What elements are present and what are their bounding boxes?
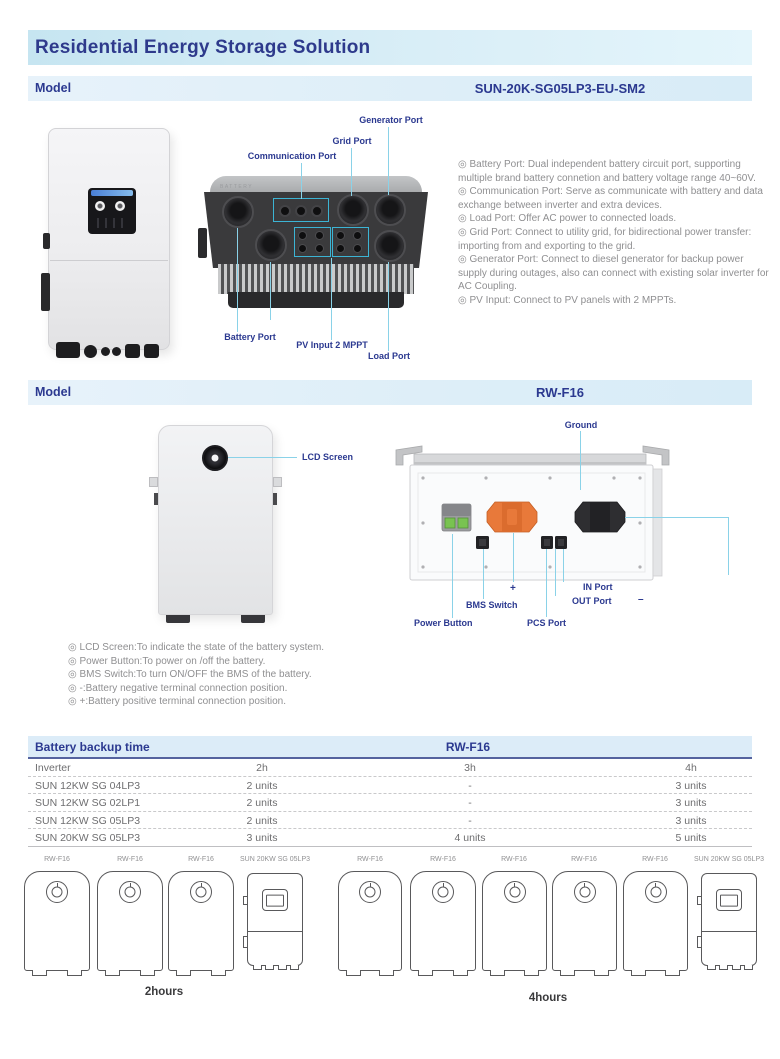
grid-port bbox=[337, 194, 369, 226]
pv-terminal bbox=[298, 244, 307, 253]
battery-outline bbox=[338, 871, 402, 971]
pv-input-label: PV Input 2 MPPT bbox=[296, 340, 368, 350]
table-row bbox=[28, 759, 752, 777]
leader-line bbox=[580, 431, 581, 490]
battery-button-icon bbox=[190, 881, 212, 903]
heatsink-fins bbox=[218, 264, 414, 294]
in-out-port-inner bbox=[558, 539, 564, 546]
inverter-bottom-connector bbox=[125, 344, 140, 358]
cell-2h: 2 units bbox=[246, 814, 278, 827]
diagram-unit-label: RW-F16 bbox=[501, 856, 527, 863]
diagram-caption-4h: 4hours bbox=[528, 992, 568, 1004]
description-item: ◎ Load Port: Offer AC power to connected loads. bbox=[458, 213, 677, 225]
pv-terminal bbox=[315, 231, 324, 240]
lcd-screen-label: LCD Screen bbox=[302, 452, 354, 462]
page-title-bar bbox=[28, 30, 752, 65]
battery-rear-view bbox=[390, 443, 762, 583]
inverter-outline-divider bbox=[248, 931, 302, 932]
cell-2h: 2 units bbox=[246, 797, 278, 810]
pv-terminal bbox=[353, 231, 362, 240]
leader-line bbox=[388, 262, 389, 351]
negative-terminal bbox=[575, 502, 625, 532]
inverter-outline-tab bbox=[697, 936, 702, 948]
diagram-unit-label: RW-F16 bbox=[188, 856, 214, 863]
cell-3h: 3h bbox=[464, 762, 476, 774]
leader-line bbox=[237, 228, 238, 332]
model-label: Model bbox=[35, 385, 72, 399]
cell-3h: - bbox=[468, 797, 472, 810]
comm-port bbox=[311, 205, 323, 217]
leader-line bbox=[452, 534, 453, 618]
description-item: ◎ Generator Port: Connect to diesel generator for backup power supply during outages, also can connect with existing solar inverter for AC Coupling. bbox=[458, 254, 769, 293]
battery-outline-foot bbox=[140, 970, 155, 976]
battery-button-icon bbox=[359, 881, 381, 903]
battery-outline bbox=[410, 871, 476, 971]
cell-inverter: SUN 12KW SG 05LP3 bbox=[35, 814, 141, 827]
mounting-wing bbox=[198, 228, 207, 258]
description-item: ◎ Grid Port: Connect to utility grid, for bidirectional power transfer: importing from and exporting to the grid. bbox=[458, 226, 752, 252]
battery-button-icon bbox=[432, 881, 454, 903]
battery-backup-table bbox=[28, 736, 752, 847]
battery-button-icon bbox=[119, 881, 141, 903]
inverter-outline-stub bbox=[278, 965, 287, 970]
cell-3h: 4 units bbox=[454, 832, 486, 845]
leader-line bbox=[483, 549, 484, 599]
leader-line bbox=[388, 127, 389, 195]
battery-outline bbox=[168, 871, 234, 971]
load-port bbox=[374, 230, 406, 262]
inverter-model-value: SUN-20K-SG05LP3-EU-SM2 bbox=[474, 81, 646, 96]
description-item: ◎ Communication Port: Serve as communicate with battery and data exchange between inverter and extra devices. bbox=[458, 186, 763, 211]
battery-outline-foot bbox=[524, 970, 539, 976]
inverter-outline-stub bbox=[253, 965, 262, 970]
inverter-outline bbox=[701, 873, 757, 966]
battery-port-1 bbox=[222, 196, 254, 228]
grid-port-label: Grid Port bbox=[332, 136, 372, 146]
diagram-unit-label: RW-F16 bbox=[117, 856, 143, 863]
inverter-logo-strip bbox=[91, 190, 133, 196]
inverter-bottom-view bbox=[200, 176, 432, 312]
cell-2h: 3 units bbox=[246, 832, 278, 845]
leader-line bbox=[270, 262, 271, 320]
cell-3h: - bbox=[468, 779, 472, 792]
description-item: ◎ BMS Switch:To turn ON/OFF the BMS of the battery. bbox=[68, 669, 312, 681]
description-item: ◎ PV Input: Connect to PV panels with 2 MPPTs. bbox=[458, 294, 677, 306]
battery-outline-foot bbox=[379, 970, 394, 976]
inverter-bottom-connector bbox=[84, 345, 97, 358]
inverter-bottom-connector bbox=[56, 342, 80, 358]
pv-terminal bbox=[353, 244, 362, 253]
table-row bbox=[28, 829, 752, 847]
inverter-front-view bbox=[48, 128, 170, 350]
battery-outline bbox=[552, 871, 617, 971]
inverter-outline-stub bbox=[719, 965, 728, 970]
inverter-port-descriptions bbox=[458, 158, 770, 308]
battery-outline-foot bbox=[67, 970, 82, 976]
case-side bbox=[653, 469, 662, 576]
pv-terminal bbox=[315, 244, 324, 253]
inverter-outline-stub bbox=[265, 965, 274, 970]
battery-outline bbox=[623, 871, 688, 971]
battery-outline-foot bbox=[418, 970, 433, 976]
leader-line bbox=[555, 549, 556, 596]
inverter-bottom-connector bbox=[144, 344, 159, 358]
leader-line bbox=[351, 148, 352, 196]
leader-line bbox=[228, 457, 297, 458]
mounting-clip bbox=[273, 493, 277, 505]
pcs-port-label: PCS Port bbox=[527, 618, 567, 628]
diagram-unit-label: SUN 20KW SG 05LP3 bbox=[239, 856, 311, 863]
positive-terminal bbox=[487, 502, 537, 532]
battery-front-view bbox=[158, 425, 273, 615]
cell-4h: 3 units bbox=[675, 797, 707, 810]
inverter-side-connector bbox=[41, 273, 50, 311]
battery-port-label: Battery Port bbox=[224, 332, 276, 342]
inverter-base bbox=[228, 292, 404, 308]
battery-outline-foot bbox=[631, 970, 646, 976]
battery-button-icon bbox=[574, 881, 596, 903]
comm-port bbox=[295, 205, 307, 217]
leader-line bbox=[301, 163, 302, 199]
inverter-knob bbox=[95, 201, 105, 211]
inverter-outline-divider bbox=[702, 931, 756, 932]
description-item: ◎ +:Battery positive terminal connection position. bbox=[68, 696, 287, 708]
diagram-unit-label: RW-F16 bbox=[430, 856, 456, 863]
cell-2h: 2h bbox=[256, 762, 268, 774]
inverter-side-connector bbox=[43, 233, 50, 249]
cell-3h: - bbox=[468, 814, 472, 827]
inverter-outline-tab bbox=[697, 896, 702, 905]
inverter-body bbox=[48, 128, 170, 350]
pv-input-box-1 bbox=[294, 227, 331, 257]
battery-descriptions bbox=[68, 641, 428, 709]
inverter-screen-icon bbox=[716, 889, 742, 911]
battery-outline bbox=[97, 871, 163, 971]
battery-button-icon bbox=[645, 881, 667, 903]
inverter-bottom-connector bbox=[101, 347, 110, 356]
mounting-tab bbox=[273, 477, 282, 487]
inverter-outline-stub bbox=[707, 965, 716, 970]
battery-outline-foot bbox=[665, 970, 680, 976]
inverter-outline-stub bbox=[744, 965, 753, 970]
generator-port-label: Generator Port bbox=[359, 115, 423, 125]
table-row bbox=[28, 812, 752, 830]
in-port-label: IN Port bbox=[583, 582, 613, 592]
plus-terminal-label: + bbox=[510, 583, 516, 594]
battery-outline bbox=[482, 871, 547, 971]
pv-terminal bbox=[336, 244, 345, 253]
diagram-unit-label: SUN 20KW SG 05LP3 bbox=[693, 856, 765, 863]
inverter-screen-icon bbox=[262, 889, 288, 911]
inverter-keypad bbox=[97, 218, 128, 228]
cell-4h: 4h bbox=[685, 762, 697, 774]
inverter-outline-stub bbox=[732, 965, 741, 970]
description-item: ◎ Battery Port: Dual independent battery circuit port, supporting multiple brand battery connetion and battery voltage range 40~60V. bbox=[458, 159, 756, 184]
inverter-outline-tab bbox=[243, 896, 248, 905]
diagram-unit-label: RW-F16 bbox=[642, 856, 668, 863]
table-row bbox=[28, 794, 752, 812]
battery-port-2 bbox=[255, 229, 287, 261]
page-title: Residential Energy Storage Solution bbox=[35, 36, 371, 58]
diagram-unit-label: RW-F16 bbox=[571, 856, 597, 863]
lcd-screen bbox=[202, 445, 228, 471]
bms-switch-inner bbox=[479, 539, 486, 546]
inverter-display-panel bbox=[88, 188, 136, 234]
inverter-model-bar bbox=[28, 76, 752, 101]
cell-inverter: Inverter bbox=[35, 762, 71, 774]
inverter-knob bbox=[115, 201, 125, 211]
minus-terminal-label: – bbox=[638, 594, 644, 605]
power-button-connector bbox=[442, 504, 471, 531]
inverter-seam bbox=[50, 260, 168, 261]
battery-outline-foot bbox=[32, 970, 47, 976]
leader-line bbox=[513, 533, 514, 582]
battery-outline-foot bbox=[490, 970, 505, 976]
out-port-label: OUT Port bbox=[572, 596, 612, 606]
battery-outline-foot bbox=[211, 970, 226, 976]
table-model: RW-F16 bbox=[445, 740, 491, 754]
description-item: ◎ LCD Screen:To indicate the state of the battery system. bbox=[68, 642, 325, 653]
battery-button-icon bbox=[504, 881, 526, 903]
cell-4h: 3 units bbox=[675, 814, 707, 827]
battery-foot bbox=[241, 615, 265, 623]
pv-terminal bbox=[336, 231, 345, 240]
inverter-bottom-connector bbox=[112, 347, 121, 356]
cell-4h: 5 units bbox=[675, 832, 707, 845]
power-button-label: Power Button bbox=[414, 618, 473, 628]
leader-line bbox=[563, 549, 564, 582]
cell-inverter: SUN 12KW SG 04LP3 bbox=[35, 779, 141, 792]
battery-outline-foot bbox=[594, 970, 609, 976]
wall-bracket-right bbox=[643, 446, 669, 465]
diagram-unit-label: RW-F16 bbox=[357, 856, 383, 863]
cell-2h: 2 units bbox=[246, 779, 278, 792]
battery-panel-text: BATTERY bbox=[220, 184, 254, 190]
diagram-unit-label: RW-F16 bbox=[44, 856, 70, 863]
cell-inverter: SUN 12KW SG 02LP1 bbox=[35, 797, 141, 810]
comm-port bbox=[279, 205, 291, 217]
communication-port-box bbox=[273, 198, 329, 222]
battery-foot bbox=[166, 615, 190, 623]
bms-switch-label: BMS Switch bbox=[466, 600, 518, 610]
load-port-label: Load Port bbox=[368, 351, 410, 361]
inverter-outline bbox=[247, 873, 303, 966]
mounting-clip bbox=[154, 493, 158, 505]
pv-terminal bbox=[298, 231, 307, 240]
leader-line bbox=[331, 258, 332, 340]
cell-inverter: SUN 20KW SG 05LP3 bbox=[35, 832, 141, 845]
diagram-caption-2h: 2hours bbox=[144, 986, 184, 998]
leader-line bbox=[728, 517, 729, 575]
model-label: Model bbox=[35, 81, 72, 95]
battery-model-bar bbox=[28, 380, 752, 405]
battery-outline bbox=[24, 871, 90, 971]
generator-port bbox=[374, 194, 406, 226]
leader-line bbox=[546, 549, 547, 617]
battery-button-icon bbox=[46, 881, 68, 903]
table-row bbox=[28, 777, 752, 795]
battery-outline-foot bbox=[105, 970, 120, 976]
ground-label: Ground bbox=[564, 420, 598, 430]
table-header bbox=[28, 736, 752, 759]
inverter-outline-tab bbox=[243, 936, 248, 948]
battery-outline-foot bbox=[176, 970, 191, 976]
leader-line bbox=[625, 517, 729, 518]
pv-input-box-2 bbox=[332, 227, 369, 257]
cell-4h: 3 units bbox=[675, 779, 707, 792]
description-item: ◎ -:Battery negative terminal connection position. bbox=[68, 682, 288, 694]
table-title: Battery backup time bbox=[35, 740, 150, 754]
pcs-port-inner bbox=[544, 539, 550, 546]
inverter-outline-stub bbox=[290, 965, 299, 970]
battery-model-value: RW-F16 bbox=[536, 385, 584, 400]
battery-outline-foot bbox=[346, 970, 361, 976]
mounting-tab bbox=[149, 477, 158, 487]
battery-outline-foot bbox=[560, 970, 575, 976]
battery-outline-foot bbox=[453, 970, 468, 976]
communication-port-label: Communication Port bbox=[247, 151, 337, 161]
description-item: ◎ Power Button:To power on /off the battery. bbox=[68, 655, 266, 667]
